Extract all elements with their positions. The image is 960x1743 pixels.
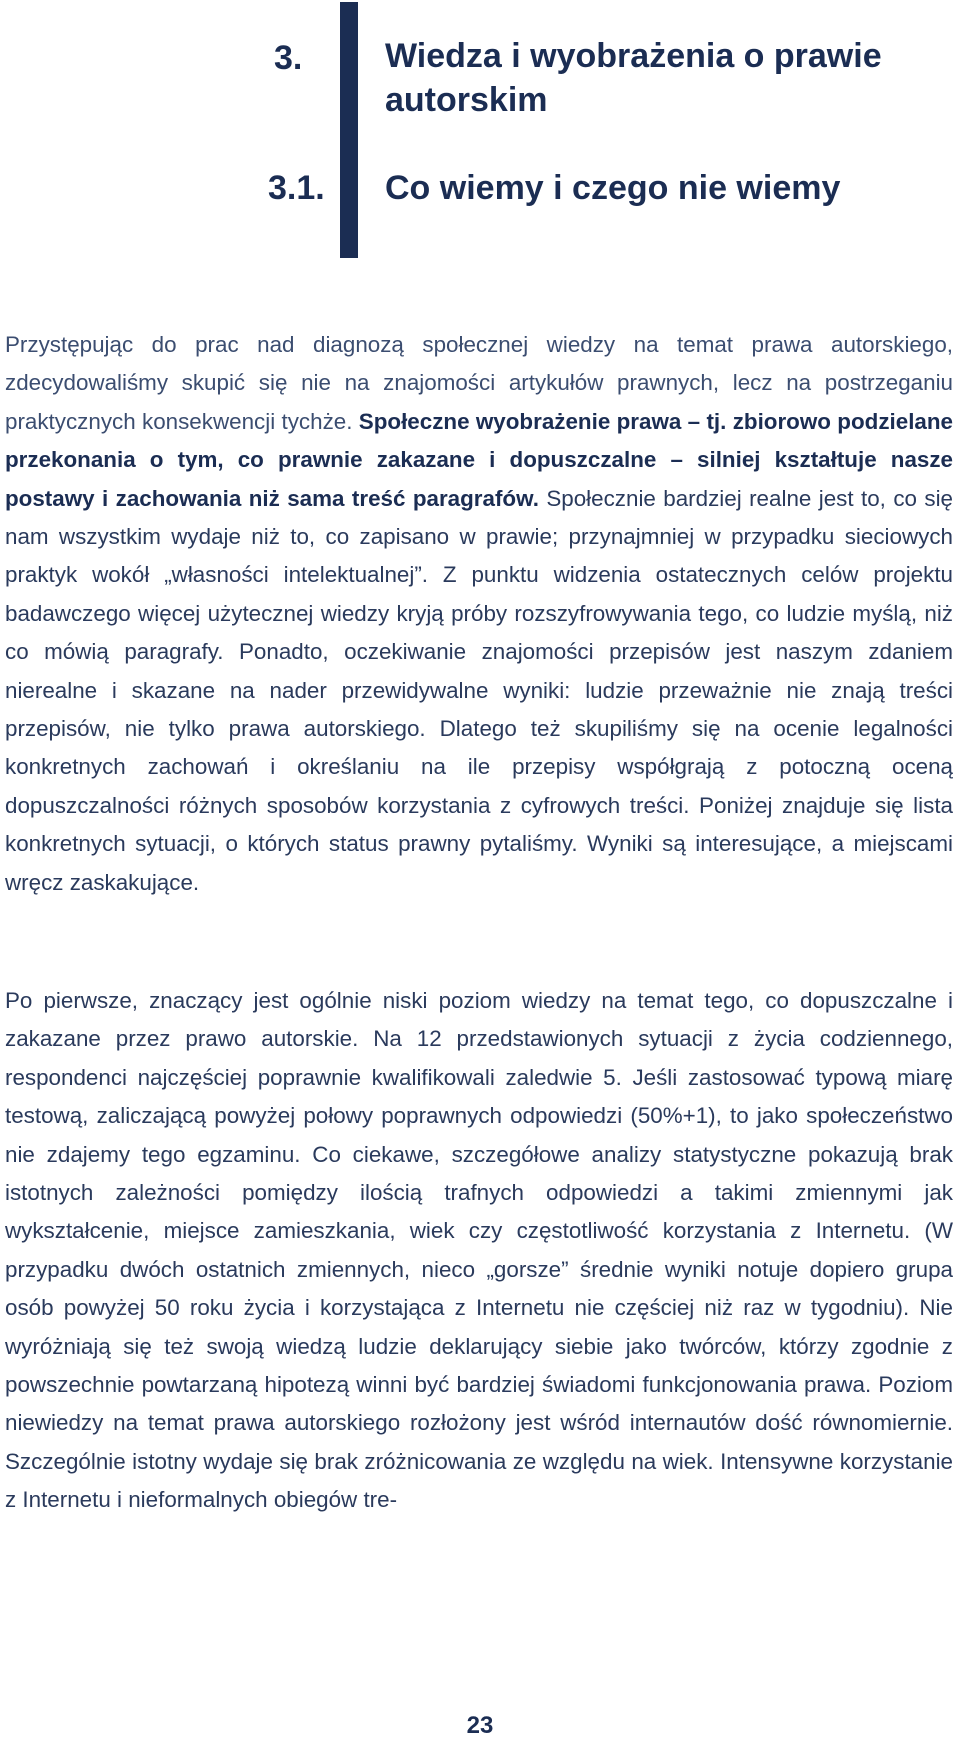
page-number: 23 — [466, 1712, 494, 1739]
paragraph-intro-emphasis: Społeczne wyobrażenie prawa – tj. zbiorowo podzielane przekonania o tym, co prawnie zakazane i dopuszczalne – silniej kształtuje nasze postawy i zachowania niż sama treść paragrafów. — [5, 408, 953, 511]
chapter-title: Wiedza i wyobrażenia o prawie autorskim — [385, 37, 882, 119]
paragraph-intro-rest: Społecznie bardziej realne jest to, co się nam wszystkim wydaje niż to, co zapisano w prawie; przynajmniej w przypadku sieciowych praktyk wokół „własności intelektualnej”. Z punktu widzenia ostatecznych celów projektu badawczego więcej użytecznej wiedzy kryją próby rozszyfrowywania tego, co ludzie myślą, niż co mówią paragrafy. Ponadto, oczekiwanie znajomości przepisów jest naszym zdaniem nierealne i skazane na nader przewidywalne wyniki: ludzie przeważnie nie znają treści przepisów, nie tylko prawa autorskiego. Dlatego też skupiliśmy się na ocenie legalności konkretnych zachowań i określaniu na ile przepisy współgrają z potoczną oceną dopuszczalności różnych sposobów korzystania z cyfrowych treści. Poniżej znajduje się lista konkretnych sytuacji, o których status prawny pytaliśmy. Wyniki są interesujące, a miejscami wręcz zaskakujące. — [5, 485, 953, 895]
chapter-number: 3. — [274, 39, 303, 77]
section-number: 3.1. — [268, 169, 325, 207]
paragraph-intro-lead: Przystępując do prac nad diagnozą społecznej wiedzy na temat prawa autorskiego, zdecydowaliśmy skupić się nie na znajomości artykułów prawnych, lecz na postrzeganiu praktycznych konsekwencji tychże. — [5, 332, 953, 434]
paragraph-findings: Po pierwsze, znaczący jest ogólnie niski poziom wiedzy na temat tego, co dopuszczalne i zakazane przez prawo autorskie. Na 12 przedstawionych sytuacji z życia codziennego, respondenci najczęściej poprawnie kwalifikowali zaledwie 5. Jeśli zastosować typową miarę testową, zaliczającą powyżej połowy poprawnych odpowiedzi (50%+1), to jako społeczeństwo nie zdajemy tego egzaminu. Co ciekawe, szczegółowe analizy statystyczne pokazują brak istotnych zależności pomiędzy ilością trafnych odpowiedzi a takimi zmiennymi jak wykształcenie, miejsce zamieszkania, wiek czy częstotliwość korzystania z Internetu. (W przypadku dwóch ostatnich zmiennych, nieco „gorsze” średnie wyniki notuje dopiero grupa osób powyżej 50 roku życia i korzystająca z Internetu nie częściej niż raz w tygodniu). Nie wyróżniają się też swoją wiedzą ludzie deklarujący siebie jako twórców, którzy zgodnie z powszechnie powtarzaną hipotezą winni być bardziej świadomi funkcjonowania prawa. Poziom niewiedzy na temat prawa autorskiego rozłożony jest wśród internautów dość równomiernie. Szczególnie istotny wydaje się brak zróżnicowania ze względu na wiek. Intensywne korzystanie z Internetu i nieformalnych obiegów tre- — [5, 988, 953, 1513]
heading-divider-bar — [340, 2, 358, 258]
section-title: Co wiemy i czego nie wiemy — [385, 169, 841, 207]
chapter-heading — [0, 0, 960, 270]
paragraph-intro — [5, 326, 953, 902]
